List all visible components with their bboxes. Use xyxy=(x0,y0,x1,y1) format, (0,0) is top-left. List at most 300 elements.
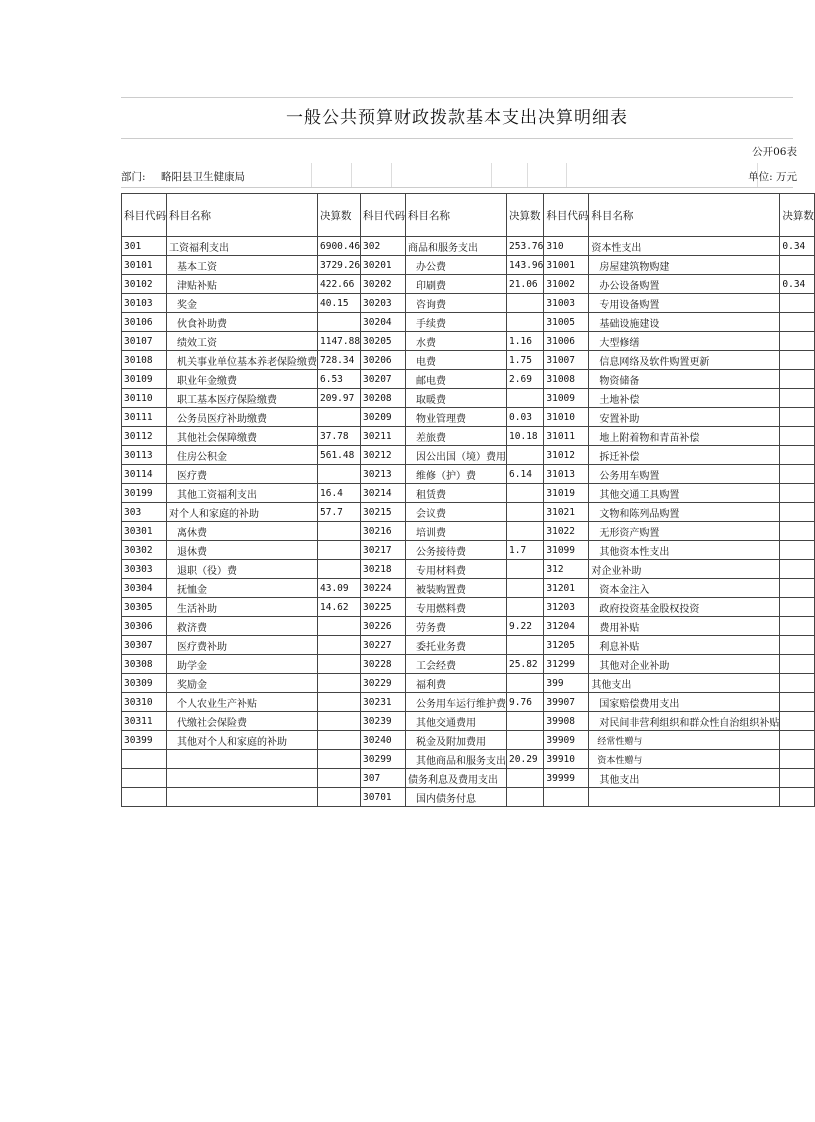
table-row xyxy=(122,256,815,275)
subject-code-cell xyxy=(122,750,167,769)
amount-cell: 10.18 xyxy=(507,427,544,446)
amount-cell: 14.62 xyxy=(318,598,361,617)
subject-name-cell: 退休费 xyxy=(167,541,318,560)
subject-code-cell: 30307 xyxy=(122,636,167,655)
amount-cell xyxy=(318,313,361,332)
subject-name-cell: 经常性赠与 xyxy=(589,731,780,750)
amount-cell: 2.69 xyxy=(507,370,544,389)
subject-code-cell: 31009 xyxy=(544,389,589,408)
subject-name-cell: 医疗费补助 xyxy=(167,636,318,655)
grid-line xyxy=(311,163,312,187)
amount-cell xyxy=(507,579,544,598)
amount-cell xyxy=(507,484,544,503)
subject-code-cell: 301 xyxy=(122,237,167,256)
subject-name-cell: 咨询费 xyxy=(406,294,507,313)
header-cell: 决算数 xyxy=(507,194,544,237)
subject-code-cell: 30206 xyxy=(361,351,406,370)
subject-name-cell: 差旅费 xyxy=(406,427,507,446)
subject-name-cell: 因公出国（境）费用 xyxy=(406,446,507,465)
subject-name-cell: 福利费 xyxy=(406,674,507,693)
amount-cell xyxy=(780,408,815,427)
subject-name-cell: 机关事业单位基本养老保险缴费 xyxy=(167,351,318,370)
amount-cell xyxy=(780,655,815,674)
subject-name-cell: 其他交通费用 xyxy=(406,712,507,731)
subject-name-cell: 奖金 xyxy=(167,294,318,313)
amount-cell xyxy=(780,731,815,750)
department-name: 略阳县卫生健康局 xyxy=(161,171,245,183)
amount-cell: 209.97 xyxy=(318,389,361,408)
header-cell: 决算数 xyxy=(318,194,361,237)
table-row xyxy=(122,693,815,712)
amount-cell xyxy=(318,712,361,731)
subject-name-cell: 伙食补助费 xyxy=(167,313,318,332)
subject-name-cell: 其他资本性支出 xyxy=(589,541,780,560)
amount-cell xyxy=(780,522,815,541)
subject-name-cell: 生活补助 xyxy=(167,598,318,617)
subject-code-cell: 31011 xyxy=(544,427,589,446)
subject-name-cell: 退职（役）费 xyxy=(167,560,318,579)
expenditure-table xyxy=(121,193,815,807)
table-header-row xyxy=(122,194,815,237)
subject-code-cell: 30101 xyxy=(122,256,167,275)
table-row xyxy=(122,503,815,522)
subject-name-cell: 国家赔偿费用支出 xyxy=(589,693,780,712)
amount-cell xyxy=(780,427,815,446)
subject-name-cell: 代缴社会保险费 xyxy=(167,712,318,731)
form-number: 公开06表 xyxy=(752,146,797,158)
table-row xyxy=(122,313,815,332)
subject-name-cell xyxy=(589,788,780,807)
subject-code-cell: 30214 xyxy=(361,484,406,503)
subject-code-cell: 30227 xyxy=(361,636,406,655)
amount-cell xyxy=(780,313,815,332)
subject-name-cell: 地上附着物和青苗补偿 xyxy=(589,427,780,446)
table-row xyxy=(122,351,815,370)
subject-name-cell: 职业年金缴费 xyxy=(167,370,318,389)
amount-cell xyxy=(318,693,361,712)
amount-cell: 9.22 xyxy=(507,617,544,636)
amount-cell xyxy=(507,560,544,579)
subject-name-cell: 邮电费 xyxy=(406,370,507,389)
amount-cell: 40.15 xyxy=(318,294,361,313)
amount-cell: 1.7 xyxy=(507,541,544,560)
subject-name-cell: 对企业补助 xyxy=(589,560,780,579)
amount-cell xyxy=(318,465,361,484)
subject-name-cell: 信息网络及软件购置更新 xyxy=(589,351,780,370)
table-row xyxy=(122,769,815,788)
amount-cell xyxy=(780,617,815,636)
subject-name-cell: 公务用车购置 xyxy=(589,465,780,484)
subject-name-cell: 文物和陈列品购置 xyxy=(589,503,780,522)
subject-code-cell: 30701 xyxy=(361,788,406,807)
subject-name-cell: 奖励金 xyxy=(167,674,318,693)
amount-cell: 422.66 xyxy=(318,275,361,294)
subject-code-cell: 30107 xyxy=(122,332,167,351)
subject-code-cell: 30212 xyxy=(361,446,406,465)
subject-code-cell xyxy=(122,788,167,807)
subject-name-cell: 其他交通工具购置 xyxy=(589,484,780,503)
table-row xyxy=(122,617,815,636)
subject-name-cell: 培训费 xyxy=(406,522,507,541)
subject-code-cell: 31012 xyxy=(544,446,589,465)
grid-line xyxy=(391,163,392,187)
amount-cell xyxy=(780,579,815,598)
table-row xyxy=(122,579,815,598)
subject-code-cell: 30303 xyxy=(122,560,167,579)
amount-cell: 6.53 xyxy=(318,370,361,389)
subject-name-cell: 专用设备购置 xyxy=(589,294,780,313)
amount-cell: 6.14 xyxy=(507,465,544,484)
amount-cell xyxy=(318,674,361,693)
subject-name-cell: 抚恤金 xyxy=(167,579,318,598)
subject-code-cell: 31001 xyxy=(544,256,589,275)
subject-code-cell: 310 xyxy=(544,237,589,256)
subject-code-cell: 30225 xyxy=(361,598,406,617)
subject-code-cell: 30306 xyxy=(122,617,167,636)
subject-name-cell: 工资福利支出 xyxy=(167,237,318,256)
subject-code-cell: 39907 xyxy=(544,693,589,712)
subject-name-cell: 大型修缮 xyxy=(589,332,780,351)
subject-code-cell: 30311 xyxy=(122,712,167,731)
subject-code-cell: 30309 xyxy=(122,674,167,693)
amount-cell xyxy=(318,541,361,560)
amount-cell xyxy=(507,674,544,693)
subject-code-cell: 31021 xyxy=(544,503,589,522)
subject-name-cell: 对个人和家庭的补助 xyxy=(167,503,318,522)
subject-code-cell: 30228 xyxy=(361,655,406,674)
amount-cell: 9.76 xyxy=(507,693,544,712)
subject-code-cell: 31099 xyxy=(544,541,589,560)
subject-name-cell: 会议费 xyxy=(406,503,507,522)
amount-cell: 143.96 xyxy=(507,256,544,275)
amount-cell: 57.7 xyxy=(318,503,361,522)
table-row xyxy=(122,484,815,503)
subject-name-cell: 公务用车运行维护费 xyxy=(406,693,507,712)
amount-cell: 25.82 xyxy=(507,655,544,674)
amount-cell: 728.34 xyxy=(318,351,361,370)
subject-name-cell: 政府投资基金股权投资 xyxy=(589,598,780,617)
subject-code-cell: 30208 xyxy=(361,389,406,408)
table-row xyxy=(122,465,815,484)
subject-code-cell: 31204 xyxy=(544,617,589,636)
subject-code-cell: 31205 xyxy=(544,636,589,655)
subject-name-cell: 商品和服务支出 xyxy=(406,237,507,256)
subject-code-cell: 31203 xyxy=(544,598,589,617)
amount-cell xyxy=(318,731,361,750)
amount-cell xyxy=(507,294,544,313)
subject-code-cell: 30304 xyxy=(122,579,167,598)
amount-cell: 0.03 xyxy=(507,408,544,427)
subject-code-cell: 30226 xyxy=(361,617,406,636)
subject-name-cell: 其他工资福利支出 xyxy=(167,484,318,503)
subject-code-cell: 30240 xyxy=(361,731,406,750)
grid-line xyxy=(527,163,528,187)
subject-code-cell: 30231 xyxy=(361,693,406,712)
subject-name-cell: 资本金注入 xyxy=(589,579,780,598)
subject-name-cell: 工会经费 xyxy=(406,655,507,674)
subject-name-cell: 房屋建筑物购建 xyxy=(589,256,780,275)
subject-name-cell: 其他对个人和家庭的补助 xyxy=(167,731,318,750)
amount-cell: 37.78 xyxy=(318,427,361,446)
amount-cell xyxy=(507,769,544,788)
subject-code-cell: 30215 xyxy=(361,503,406,522)
subject-name-cell: 取暖费 xyxy=(406,389,507,408)
amount-cell xyxy=(780,636,815,655)
subject-code-cell: 30108 xyxy=(122,351,167,370)
subject-code-cell: 30224 xyxy=(361,579,406,598)
subject-code-cell: 30109 xyxy=(122,370,167,389)
subject-name-cell: 土地补偿 xyxy=(589,389,780,408)
table-row xyxy=(122,655,815,674)
table-row xyxy=(122,446,815,465)
amount-cell: 0.34 xyxy=(780,237,815,256)
header-cell: 科目代码 xyxy=(122,194,167,237)
subject-code-cell: 31299 xyxy=(544,655,589,674)
amount-cell xyxy=(507,522,544,541)
table-row xyxy=(122,275,815,294)
header-cell: 决算数 xyxy=(780,194,815,237)
header-cell: 科目代码 xyxy=(544,194,589,237)
amount-cell: 561.48 xyxy=(318,446,361,465)
amount-cell: 21.06 xyxy=(507,275,544,294)
amount-cell: 1147.88 xyxy=(318,332,361,351)
amount-cell xyxy=(780,769,815,788)
subject-code-cell: 30211 xyxy=(361,427,406,446)
table-row xyxy=(122,237,815,256)
subject-code-cell: 31006 xyxy=(544,332,589,351)
subject-code-cell: 30299 xyxy=(361,750,406,769)
subject-code-cell: 30301 xyxy=(122,522,167,541)
subject-code-cell: 30229 xyxy=(361,674,406,693)
subject-code-cell: 39910 xyxy=(544,750,589,769)
subject-name-cell: 被装购置费 xyxy=(406,579,507,598)
subject-name-cell: 物资储备 xyxy=(589,370,780,389)
subject-code-cell: 30218 xyxy=(361,560,406,579)
amount-cell xyxy=(780,541,815,560)
table-body xyxy=(122,237,815,807)
subject-code-cell: 30217 xyxy=(361,541,406,560)
grid-line xyxy=(491,163,492,187)
subject-name-cell: 劳务费 xyxy=(406,617,507,636)
subject-code-cell: 303 xyxy=(122,503,167,522)
unit-label: 单位: 万元 xyxy=(748,171,797,183)
subject-name-cell: 专用材料费 xyxy=(406,560,507,579)
subject-name-cell: 其他社会保障缴费 xyxy=(167,427,318,446)
subject-code-cell: 30213 xyxy=(361,465,406,484)
subject-name-cell xyxy=(167,769,318,788)
amount-cell xyxy=(780,256,815,275)
subject-name-cell: 国内债务付息 xyxy=(406,788,507,807)
amount-cell xyxy=(780,503,815,522)
subject-code-cell: 30302 xyxy=(122,541,167,560)
subject-name-cell: 电费 xyxy=(406,351,507,370)
subject-code-cell: 31019 xyxy=(544,484,589,503)
amount-cell xyxy=(318,560,361,579)
subject-code-cell: 312 xyxy=(544,560,589,579)
subject-name-cell: 债务利息及费用支出 xyxy=(406,769,507,788)
amount-cell xyxy=(507,503,544,522)
subject-name-cell: 个人农业生产补贴 xyxy=(167,693,318,712)
amount-cell: 253.76 xyxy=(507,237,544,256)
subject-name-cell: 专用燃料费 xyxy=(406,598,507,617)
subject-code-cell: 30112 xyxy=(122,427,167,446)
table-row xyxy=(122,427,815,446)
table-row xyxy=(122,598,815,617)
subject-code-cell: 30216 xyxy=(361,522,406,541)
subject-name-cell: 助学金 xyxy=(167,655,318,674)
subject-name-cell: 租赁费 xyxy=(406,484,507,503)
amount-cell xyxy=(780,351,815,370)
subject-code-cell xyxy=(122,769,167,788)
subject-name-cell xyxy=(167,788,318,807)
table-row xyxy=(122,750,815,769)
subject-code-cell: 30204 xyxy=(361,313,406,332)
subject-code-cell: 31022 xyxy=(544,522,589,541)
amount-cell xyxy=(318,788,361,807)
subject-code-cell: 30310 xyxy=(122,693,167,712)
subject-name-cell: 拆迁补偿 xyxy=(589,446,780,465)
amount-cell xyxy=(780,332,815,351)
subject-code-cell: 30199 xyxy=(122,484,167,503)
subject-name-cell: 绩效工资 xyxy=(167,332,318,351)
subject-code-cell: 30106 xyxy=(122,313,167,332)
amount-cell: 0.34 xyxy=(780,275,815,294)
amount-cell xyxy=(780,560,815,579)
subject-name-cell: 职工基本医疗保险缴费 xyxy=(167,389,318,408)
subject-code-cell: 30111 xyxy=(122,408,167,427)
table-row xyxy=(122,541,815,560)
subject-code-cell: 31201 xyxy=(544,579,589,598)
subject-name-cell: 公务员医疗补助缴费 xyxy=(167,408,318,427)
subject-name-cell: 医疗费 xyxy=(167,465,318,484)
amount-cell xyxy=(318,655,361,674)
subject-code-cell: 31010 xyxy=(544,408,589,427)
amount-cell xyxy=(780,598,815,617)
subject-name-cell: 费用补贴 xyxy=(589,617,780,636)
subject-name-cell: 无形资产购置 xyxy=(589,522,780,541)
subject-code-cell: 30202 xyxy=(361,275,406,294)
table-row xyxy=(122,294,815,313)
header-cell: 科目代码 xyxy=(361,194,406,237)
amount-cell xyxy=(318,408,361,427)
subject-code-cell: 30102 xyxy=(122,275,167,294)
subject-code-cell: 31007 xyxy=(544,351,589,370)
subject-code-cell: 399 xyxy=(544,674,589,693)
subject-code-cell: 31013 xyxy=(544,465,589,484)
amount-cell: 1.75 xyxy=(507,351,544,370)
subject-name-cell: 资本性赠与 xyxy=(589,750,780,769)
subject-code-cell: 30399 xyxy=(122,731,167,750)
amount-cell xyxy=(780,389,815,408)
table-row xyxy=(122,788,815,807)
amount-cell: 3729.26 xyxy=(318,256,361,275)
subject-code-cell: 39909 xyxy=(544,731,589,750)
subject-name-cell: 其他支出 xyxy=(589,769,780,788)
subject-code-cell: 30114 xyxy=(122,465,167,484)
amount-cell xyxy=(780,484,815,503)
subject-code-cell: 31002 xyxy=(544,275,589,294)
header-cell: 科目名称 xyxy=(406,194,507,237)
subject-name-cell: 委托业务费 xyxy=(406,636,507,655)
amount-cell xyxy=(507,389,544,408)
subject-name-cell: 办公设备购置 xyxy=(589,275,780,294)
subject-name-cell xyxy=(167,750,318,769)
report-title: 一般公共预算财政拨款基本支出决算明细表 xyxy=(121,97,793,139)
table-row xyxy=(122,560,815,579)
amount-cell: 20.29 xyxy=(507,750,544,769)
table-row xyxy=(122,636,815,655)
subject-code-cell: 30205 xyxy=(361,332,406,351)
table-row xyxy=(122,389,815,408)
amount-cell: 1.16 xyxy=(507,332,544,351)
amount-cell: 6900.46 xyxy=(318,237,361,256)
subject-code-cell: 30203 xyxy=(361,294,406,313)
amount-cell xyxy=(780,294,815,313)
subject-code-cell xyxy=(544,788,589,807)
header-cell: 科目名称 xyxy=(167,194,318,237)
amount-cell xyxy=(318,522,361,541)
subject-name-cell: 税金及附加费用 xyxy=(406,731,507,750)
amount-cell: 16.4 xyxy=(318,484,361,503)
header-cell: 科目名称 xyxy=(589,194,780,237)
subject-code-cell: 39999 xyxy=(544,769,589,788)
subject-code-cell: 30113 xyxy=(122,446,167,465)
subject-code-cell: 31003 xyxy=(544,294,589,313)
subject-name-cell: 津贴补贴 xyxy=(167,275,318,294)
table-row xyxy=(122,712,815,731)
amount-cell xyxy=(507,731,544,750)
table-row xyxy=(122,731,815,750)
table-row xyxy=(122,370,815,389)
amount-cell xyxy=(507,598,544,617)
amount-cell xyxy=(780,788,815,807)
subject-name-cell: 资本性支出 xyxy=(589,237,780,256)
department-row xyxy=(121,165,797,188)
table-row xyxy=(122,674,815,693)
amount-cell xyxy=(780,465,815,484)
subject-name-cell: 利息补贴 xyxy=(589,636,780,655)
grid-line xyxy=(566,163,567,187)
subject-name-cell: 基础设施建设 xyxy=(589,313,780,332)
amount-cell xyxy=(507,712,544,731)
grid-line xyxy=(351,163,352,187)
subject-name-cell: 水费 xyxy=(406,332,507,351)
subject-code-cell: 30239 xyxy=(361,712,406,731)
subject-name-cell: 公务接待费 xyxy=(406,541,507,560)
subject-code-cell: 30103 xyxy=(122,294,167,313)
subject-code-cell: 30207 xyxy=(361,370,406,389)
subject-name-cell: 住房公积金 xyxy=(167,446,318,465)
subject-name-cell: 其他对企业补助 xyxy=(589,655,780,674)
amount-cell xyxy=(318,636,361,655)
subject-code-cell: 30201 xyxy=(361,256,406,275)
subject-name-cell: 对民间非营利组织和群众性自治组织补贴 xyxy=(589,712,780,731)
subject-name-cell: 物业管理费 xyxy=(406,408,507,427)
subject-name-cell: 救济费 xyxy=(167,617,318,636)
department-label: 部门: xyxy=(121,171,146,183)
amount-cell xyxy=(318,750,361,769)
table-row xyxy=(122,522,815,541)
subject-code-cell: 30209 xyxy=(361,408,406,427)
subject-code-cell: 307 xyxy=(361,769,406,788)
subject-name-cell: 其他支出 xyxy=(589,674,780,693)
subject-name-cell: 维修（护）费 xyxy=(406,465,507,484)
amount-cell xyxy=(780,674,815,693)
amount-cell xyxy=(318,769,361,788)
amount-cell xyxy=(507,446,544,465)
subject-name-cell: 印刷费 xyxy=(406,275,507,294)
subject-code-cell: 31005 xyxy=(544,313,589,332)
